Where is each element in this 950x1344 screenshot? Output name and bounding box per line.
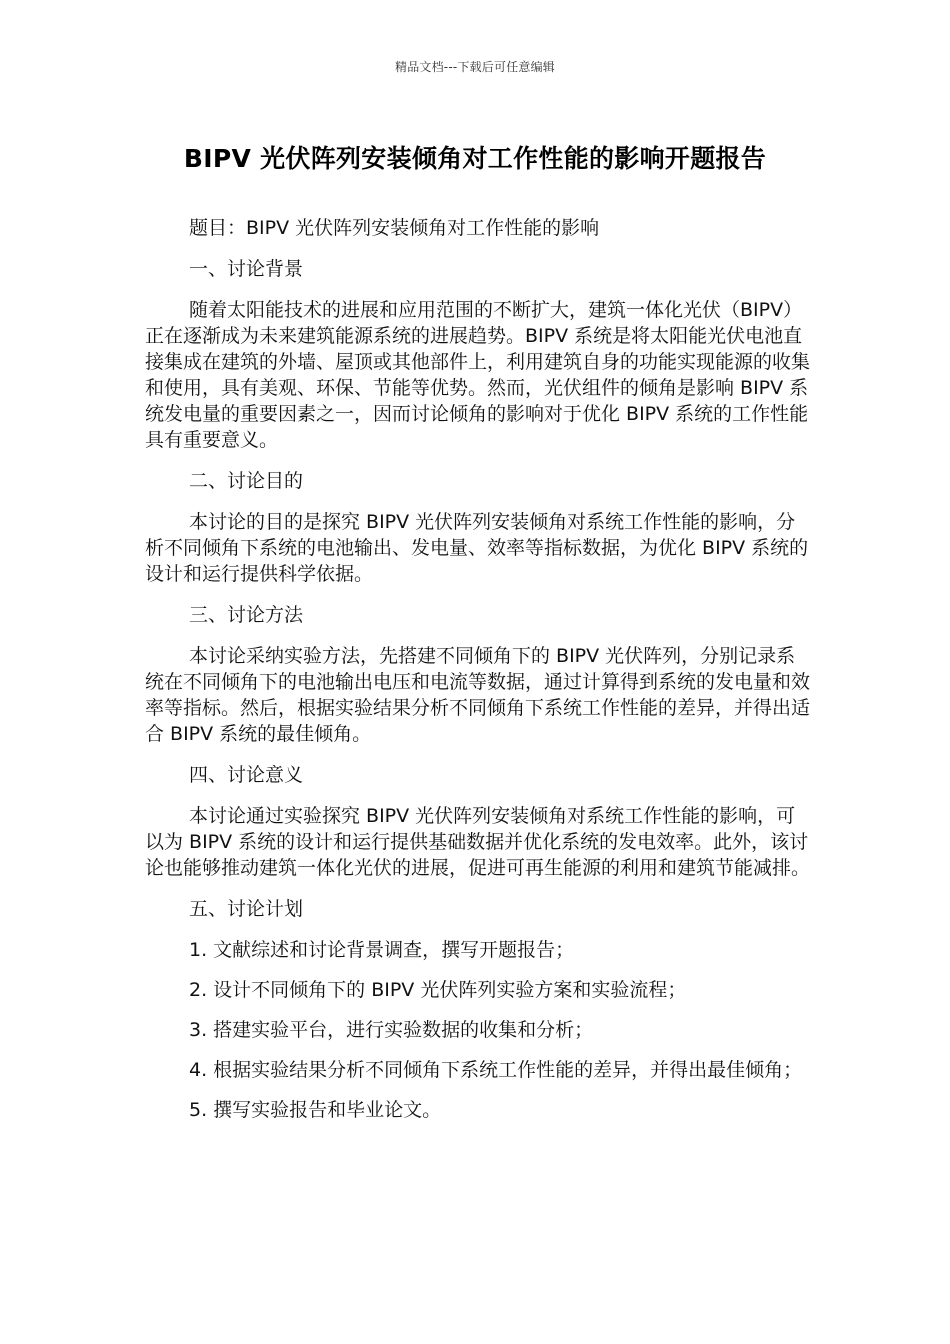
section-body-significance: 本讨论通过实验探究 BIPV 光伏阵列安装倾角对系统工作性能的影响，可以为 BIPV 系统的设计和运行提供基础数据并优化系统的发电效率。此外，该讨论也能够推动建筑一体化光伏的进展，促进可再生能源的利用和建筑节能减排。: [145, 805, 811, 879]
section-body-method: 本讨论采纳实验方法，先搭建不同倾角下的 BIPV 光伏阵列，分别记录系统在不同倾角下的电池输出电压和电流等数据，通过计算得到系统的发电量和效率等指标。然后，根据实验结果分析不同倾角下系统工作性能的差异，并得出适合 BIPV 系统的最佳倾角。: [145, 645, 811, 745]
section-heading-purpose: 二、讨论目的: [189, 470, 304, 492]
section-heading-plan: 五、讨论计划: [189, 898, 304, 920]
plan-item: 1. 文献综述和讨论背景调查，撰写开题报告；: [189, 939, 575, 961]
plan-item: 4. 根据实验结果分析不同倾角下系统工作性能的差异，并得出最佳倾角；: [189, 1059, 803, 1081]
document-title: BIPV 光伏阵列安装倾角对工作性能的影响开题报告: [183, 144, 767, 173]
header-note: 精品文档---下载后可任意编辑: [395, 60, 555, 74]
section-body-purpose: 本讨论的目的是探究 BIPV 光伏阵列安装倾角对系统工作性能的影响，分析不同倾角下系统的电池输出、发电量、效率等指标数据，为优化 BIPV 系统的设计和运行提供科学依据。: [145, 511, 809, 585]
plan-item: 5. 撰写实验报告和毕业论文。: [189, 1099, 442, 1121]
section-heading-method: 三、讨论方法: [189, 604, 304, 626]
document-body: [145, 215, 811, 1137]
section-heading-significance: 四、讨论意义: [189, 764, 304, 786]
plan-item: 3. 搭建实验平台，进行实验数据的收集和分析；: [189, 1019, 594, 1041]
topic-line: 题目：BIPV 光伏阵列安装倾角对工作性能的影响: [189, 217, 600, 239]
section-body-background: 随着太阳能技术的进展和应用范围的不断扩大，建筑一体化光伏（BIPV）正在逐渐成为未来建筑能源系统的进展趋势。BIPV 系统是将太阳能光伏电池直接集成在建筑的外墙、屋顶或其他部件上，利用建筑自身的功能实现能源的收集和使用，具有美观、环保、节能等优势。然而，光伏组件的倾角是影响 BIPV 系统发电量的重要因素之一，因而讨论倾角的影响对于优化 BIPV 系统的工作性能具有重要意义。: [145, 299, 811, 451]
section-heading-background: 一、讨论背景: [189, 258, 304, 280]
plan-item: 2. 设计不同倾角下的 BIPV 光伏阵列实验方案和实验流程；: [189, 979, 687, 1001]
